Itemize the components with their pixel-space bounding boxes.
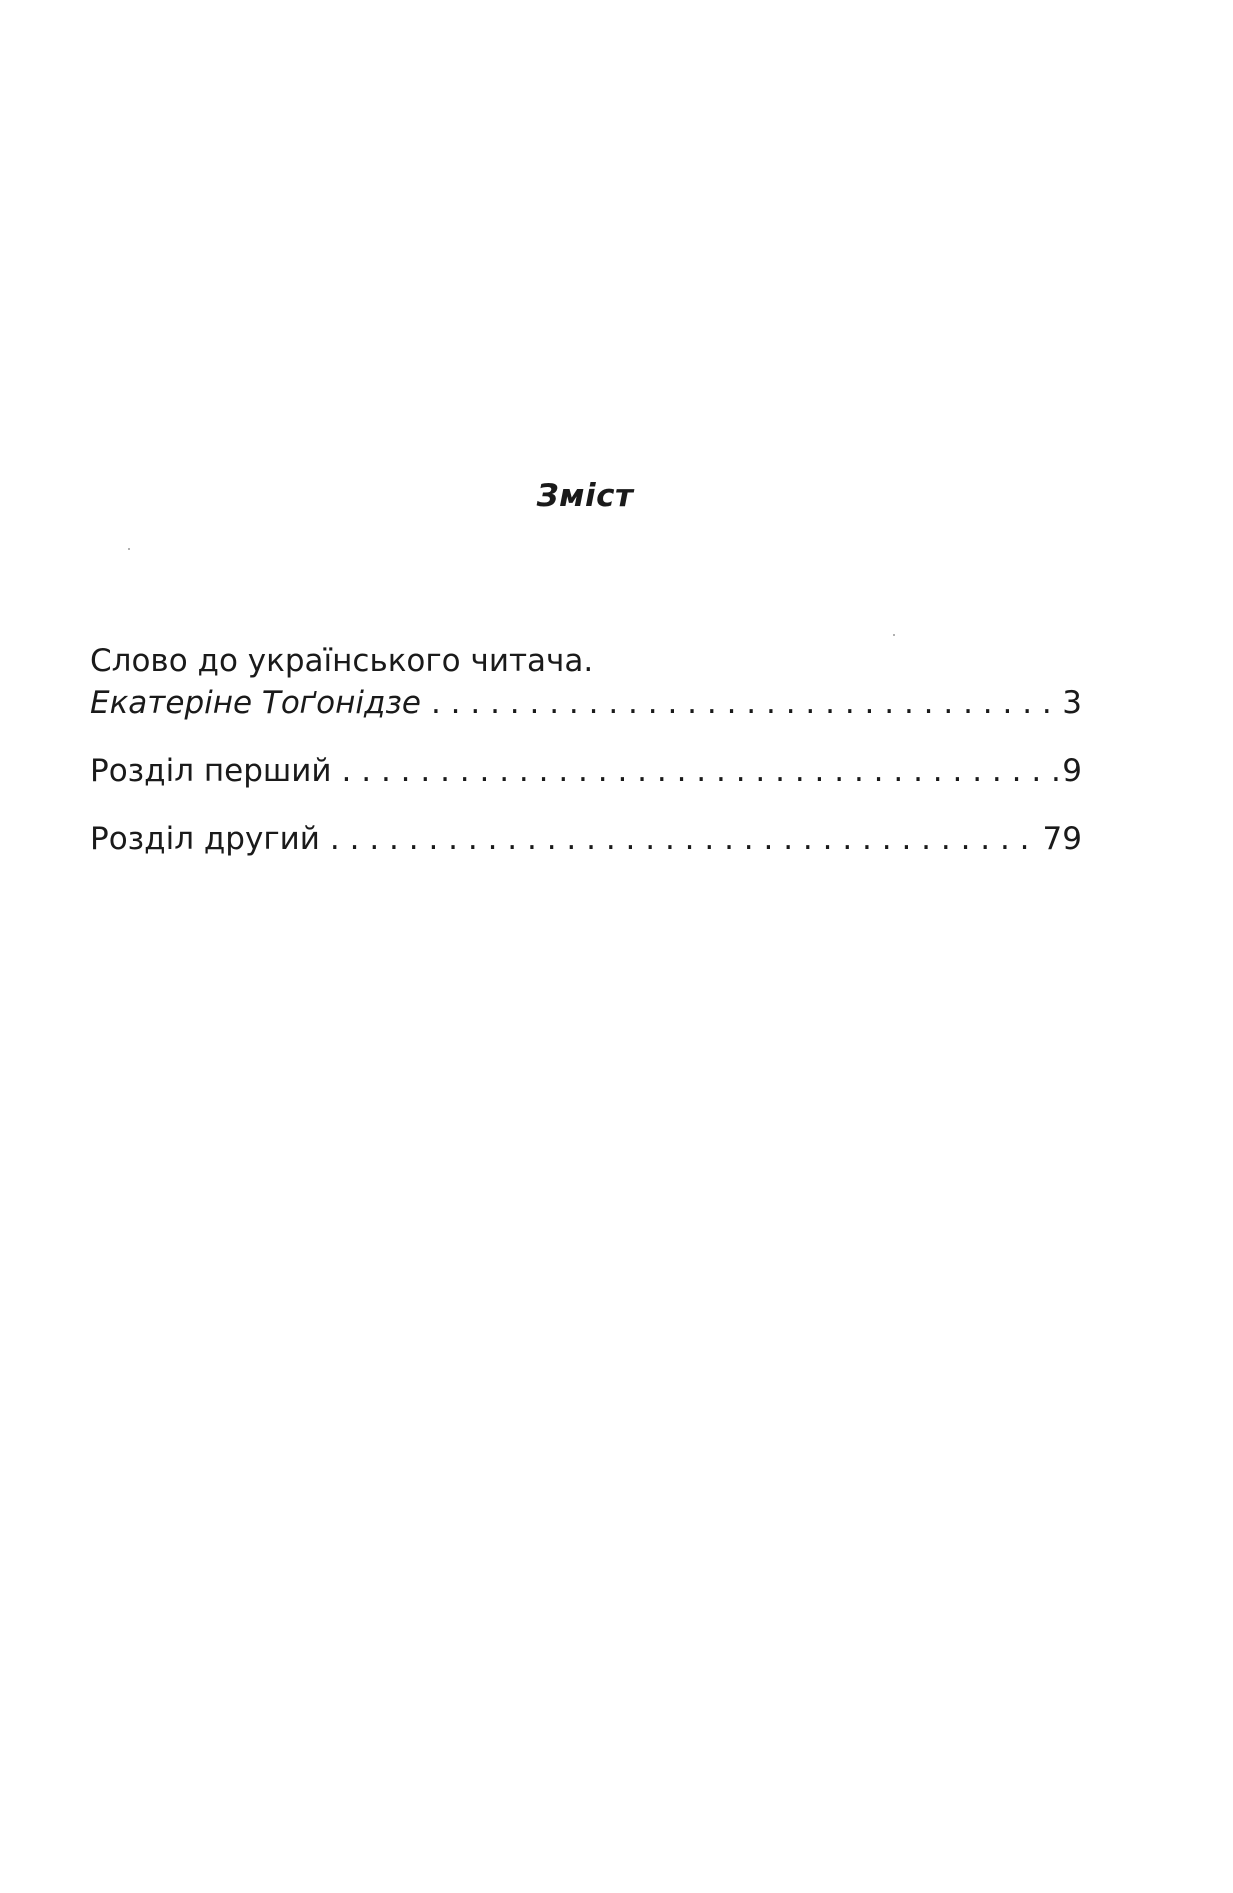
toc-page-number: 79 <box>1042 821 1082 857</box>
dot-leader <box>431 682 1058 724</box>
print-speck <box>893 634 895 636</box>
toc-entry-author: Екатеріне Тоґонідзе <box>90 685 421 721</box>
toc-entry-first-line <box>90 640 1082 682</box>
toc-entry-chapter-2[interactable] <box>90 818 1082 860</box>
toc-entry-title: Розділ другий <box>90 821 320 857</box>
table-of-contents <box>90 640 1082 860</box>
toc-page-number: 3 <box>1062 685 1082 721</box>
toc-entry-title: Слово до українського читача. <box>90 643 594 679</box>
toc-entry-foreword[interactable] <box>90 640 1082 724</box>
dot-leader <box>342 750 1059 792</box>
toc-entry-line <box>90 750 1082 792</box>
toc-entry-title: Розділ перший <box>90 753 332 789</box>
toc-entry-line <box>90 818 1082 860</box>
dot-leader <box>330 818 1039 860</box>
toc-entry-chapter-1[interactable] <box>90 750 1082 792</box>
toc-entry-second-line <box>90 682 1082 724</box>
toc-page-number: 9 <box>1062 753 1082 789</box>
print-speck <box>128 548 130 550</box>
toc-heading: Зміст <box>536 478 634 514</box>
